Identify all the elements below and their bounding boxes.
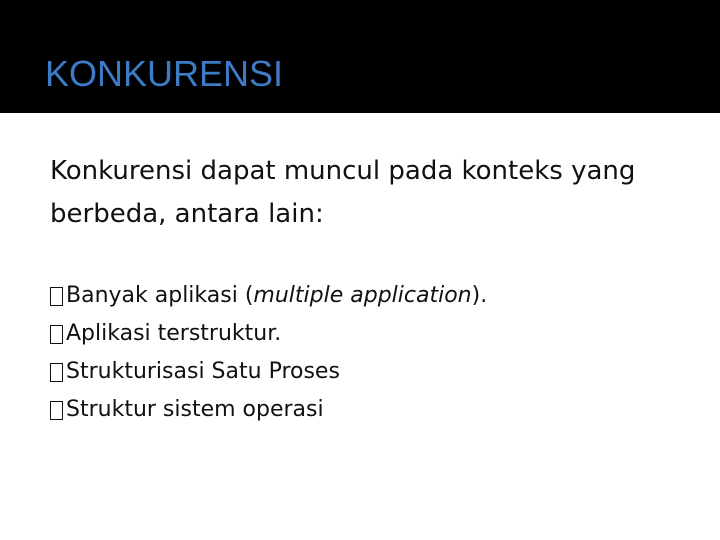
bullet-item-4 bbox=[50, 391, 487, 429]
bullet-item-2 bbox=[50, 315, 487, 353]
bullet-text: Aplikasi terstruktur. bbox=[66, 321, 282, 346]
bullet-item-3 bbox=[50, 353, 487, 391]
slide-title: KONKURENSI bbox=[45, 53, 284, 94]
title-bar bbox=[0, 0, 720, 113]
missing-glyph-box-icon bbox=[50, 363, 63, 382]
bullet-text-after: ). bbox=[471, 283, 488, 308]
bullet-text: Strukturisasi Satu Proses bbox=[66, 359, 340, 384]
bullet-item-1 bbox=[50, 277, 487, 315]
missing-glyph-box-icon bbox=[50, 287, 63, 306]
bullet-text-italic: multiple application bbox=[253, 283, 472, 308]
bullet-list bbox=[50, 277, 487, 429]
intro-text: Konkurensi dapat muncul pada konteks yang berbeda, antara lain: bbox=[50, 156, 636, 229]
missing-glyph-box-icon bbox=[50, 325, 63, 344]
bullet-text-before: Banyak aplikasi ( bbox=[66, 283, 254, 308]
missing-glyph-box-icon bbox=[50, 401, 63, 420]
bullet-text: Struktur sistem operasi bbox=[66, 397, 324, 422]
